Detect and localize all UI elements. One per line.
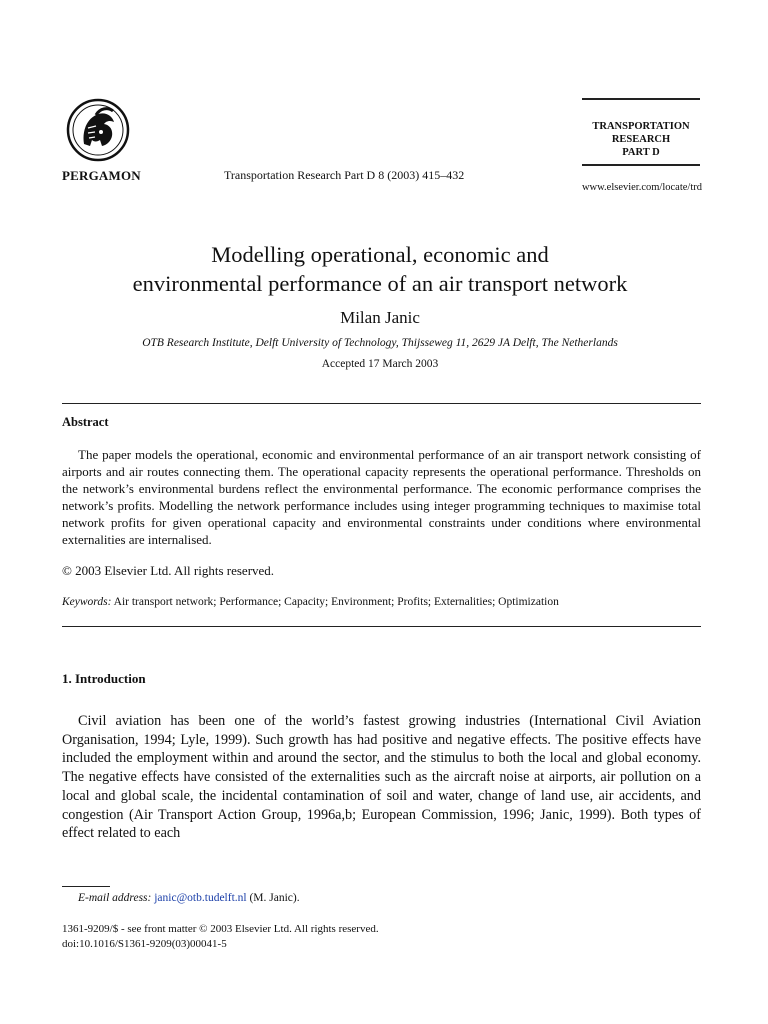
keywords-label: Keywords: bbox=[62, 596, 112, 608]
author-email-link[interactable]: janic@otb.tudelft.nl bbox=[154, 892, 247, 904]
front-matter-issn: 1361-9209/$ - see front matter © 2003 Elsevier Ltd. All rights reserved. bbox=[62, 923, 379, 935]
footnote-label: E-mail address: bbox=[78, 892, 152, 904]
journal-citation: Transportation Research Part D 8 (2003) 415–432 bbox=[224, 168, 465, 182]
author-affiliation: OTB Research Institute, Delft University of Technology, Thijsseweg 11, 2629 JA Delft, The Netherlands bbox=[142, 337, 618, 349]
section-heading-introduction: 1. Introduction bbox=[62, 671, 146, 686]
journal-url-link[interactable]: www.elsevier.com/locate/trd bbox=[581, 182, 702, 193]
abstract-copyright: © 2003 Elsevier Ltd. All rights reserved. bbox=[62, 563, 275, 578]
front-matter-doi: doi:10.1016/S1361-9209(03)00041-5 bbox=[62, 938, 227, 950]
journal-name: TRANSPORTATION RESEARCH PART D bbox=[592, 121, 690, 158]
author-name: Milan Janic bbox=[340, 308, 420, 327]
publisher-name: PERGAMON bbox=[62, 168, 141, 183]
keywords-list: Air transport network; Performance; Capacity; Environment; Profits; Externalities; Optimization bbox=[113, 596, 559, 608]
front-matter bbox=[62, 922, 379, 952]
abstract-text: The paper models the operational, economic and environmental performance of an air transport network consisting of airports and air routes connecting them. The operational capacity represents the operational performance. Thresholds on the network’s environmental burdens reflect the environmental performance. The economic performance comprises the network’s profits. Modelling the network performance includes using integer programming techniques to maximise total network profits for given operational capacity and environmental constraints under conditions where environmental externalities are internalised. bbox=[62, 447, 701, 547]
footnote-suffix: (M. Janic). bbox=[249, 892, 300, 904]
journal-rule-top bbox=[582, 98, 700, 100]
article-title: Modelling operational, economic and environmental performance of an air transport network bbox=[132, 242, 628, 296]
abstract-bottom-rule bbox=[62, 626, 701, 627]
publisher-logo-icon bbox=[66, 98, 130, 162]
introduction-text: Civil aviation has been one of the world’s fastest growing industries (International Civil Aviation Organisation, 1994; Lyle, 1999). Such growth has had positive and negative effects. The positive effects have included the employment within and around the sector, and the stimulus to both the local and global economy. The negative effects have consisted of the externalities such as the aircraft noise at airports, air pollution on a local and global scale, the incidental contamination of soil and water, change of land use, air accidents, and congestion (Air Transport Action Group, 1996a,b; European Commission, 1996; Janic, 1999). Both types of effect related to each bbox=[62, 713, 701, 842]
journal-rule-bottom bbox=[582, 164, 700, 166]
abstract-top-rule bbox=[62, 403, 701, 404]
footnote-rule bbox=[62, 886, 110, 887]
footnote-email bbox=[62, 892, 300, 904]
accepted-date: Accepted 17 March 2003 bbox=[321, 358, 439, 370]
abstract-heading: Abstract bbox=[62, 415, 109, 429]
keywords bbox=[62, 596, 701, 608]
